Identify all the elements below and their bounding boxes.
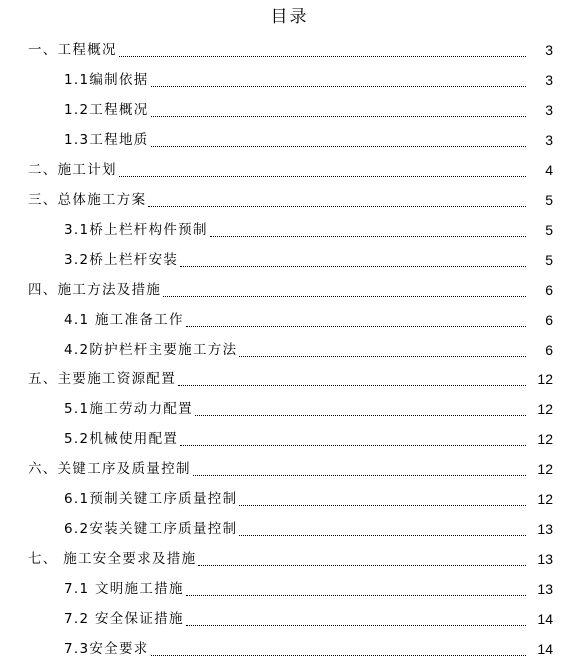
toc-entry-title: 六、关键工序及质量控制 xyxy=(28,461,191,478)
toc-entry-title: 一、工程概况 xyxy=(28,42,117,58)
toc-entry-title: 3.2桥上栏杆安装 xyxy=(64,251,179,268)
toc-entry-title: 3.1桥上栏杆构件预制 xyxy=(64,221,208,238)
toc-page-number: 12 xyxy=(537,461,553,478)
toc-dot-leader xyxy=(186,625,526,626)
toc-section-entry[interactable] xyxy=(64,635,553,659)
toc-chapter-entry[interactable] xyxy=(28,545,553,569)
toc-dot-leader xyxy=(195,415,526,416)
toc-dot-leader xyxy=(239,505,526,506)
toc-chapter-entry[interactable] xyxy=(28,36,553,60)
toc-page-number: 12 xyxy=(537,371,553,388)
toc-dot-leader xyxy=(119,56,526,57)
toc-entry-title: 6.1预制关键工序质量控制 xyxy=(64,491,238,508)
toc-dot-leader xyxy=(151,86,526,87)
toc-page-number: 14 xyxy=(537,641,553,657)
toc-entry-title: 1.1编制依据 xyxy=(64,71,149,88)
toc-page-number: 6 xyxy=(545,281,553,298)
toc-entry-title: 五、主要施工资源配置 xyxy=(28,371,176,388)
toc-section-entry[interactable] xyxy=(64,336,553,360)
toc-page-number: 14 xyxy=(537,611,553,628)
toc-section-entry[interactable] xyxy=(64,66,553,90)
toc-dot-leader xyxy=(151,116,526,117)
toc-page-number: 5 xyxy=(545,191,553,208)
toc-section-entry[interactable] xyxy=(64,575,553,599)
toc-entry-title: 7.2 安全保证措施 xyxy=(64,611,184,628)
toc-dot-leader xyxy=(210,236,526,237)
toc-entry-title: 四、施工方法及措施 xyxy=(28,281,162,298)
toc-page-number: 12 xyxy=(537,401,553,418)
toc-page-number: 3 xyxy=(545,101,553,118)
toc-chapter-entry[interactable] xyxy=(28,455,553,479)
toc-chapter-entry[interactable] xyxy=(28,186,553,210)
toc-entry-title: 二、施工计划 xyxy=(28,161,117,178)
toc-entry-title: 6.2安装关键工序质量控制 xyxy=(64,521,238,538)
toc-page-number: 5 xyxy=(545,221,553,238)
toc-page-number: 3 xyxy=(545,71,553,88)
toc-dot-leader xyxy=(186,326,526,327)
toc-chapter-entry[interactable] xyxy=(28,276,553,300)
page-title: 目录 xyxy=(270,7,309,27)
toc-entry-title: 7.1 文明施工措施 xyxy=(64,581,184,598)
toc-entry-title: 7.3安全要求 xyxy=(64,641,149,657)
toc-page-number: 13 xyxy=(537,551,553,568)
toc-entry-title: 4.2防护栏杆主要施工方法 xyxy=(64,341,238,358)
toc-entry-title: 5.1施工劳动力配置 xyxy=(64,401,193,418)
toc-dot-leader xyxy=(180,445,526,446)
toc-entry-title: 1.3工程地质 xyxy=(64,131,149,148)
toc-page-number: 4 xyxy=(545,161,553,178)
toc-section-entry[interactable] xyxy=(64,216,553,240)
toc-dot-leader xyxy=(239,535,526,536)
toc-section-entry[interactable] xyxy=(64,126,553,150)
toc-page-number: 3 xyxy=(545,42,553,58)
toc-dot-leader xyxy=(239,356,526,357)
toc-entry-title: 5.2机械使用配置 xyxy=(64,431,179,448)
toc-entry-title: 七、 施工安全要求及措施 xyxy=(28,551,197,568)
toc-entry-title: 三、总体施工方案 xyxy=(28,191,147,208)
toc-section-entry[interactable] xyxy=(64,395,553,419)
toc-dot-leader xyxy=(119,176,526,177)
toc-section-entry[interactable] xyxy=(64,485,553,509)
toc-section-entry[interactable] xyxy=(64,96,553,120)
toc-dot-leader xyxy=(180,266,526,267)
toc-dot-leader xyxy=(148,206,526,207)
toc-dot-leader xyxy=(193,475,526,476)
toc-dot-leader xyxy=(178,385,526,386)
toc-chapter-entry[interactable] xyxy=(28,365,553,389)
toc-dot-leader xyxy=(151,146,526,147)
toc-section-entry[interactable] xyxy=(64,306,553,330)
toc-page-number: 13 xyxy=(537,581,553,598)
toc-entry-title: 1.2工程概况 xyxy=(64,101,149,118)
toc-entry-title: 4.1 施工准备工作 xyxy=(64,311,184,328)
toc-chapter-entry[interactable] xyxy=(28,156,553,180)
toc-section-entry[interactable] xyxy=(64,246,553,270)
toc-page-number: 6 xyxy=(545,311,553,328)
toc-page-number: 5 xyxy=(545,251,553,268)
toc-page-number: 12 xyxy=(537,431,553,448)
toc-section-entry[interactable] xyxy=(64,425,553,449)
toc-page-number: 12 xyxy=(537,491,553,508)
toc-section-entry[interactable] xyxy=(64,515,553,539)
toc-dot-leader xyxy=(163,296,526,297)
toc-dot-leader xyxy=(151,655,526,656)
toc-page-number: 3 xyxy=(545,131,553,148)
toc-section-entry[interactable] xyxy=(64,605,553,629)
toc-dot-leader xyxy=(186,595,526,596)
toc-dot-leader xyxy=(198,565,526,566)
toc-page-number: 13 xyxy=(537,521,553,538)
toc-page-number: 6 xyxy=(545,341,553,358)
